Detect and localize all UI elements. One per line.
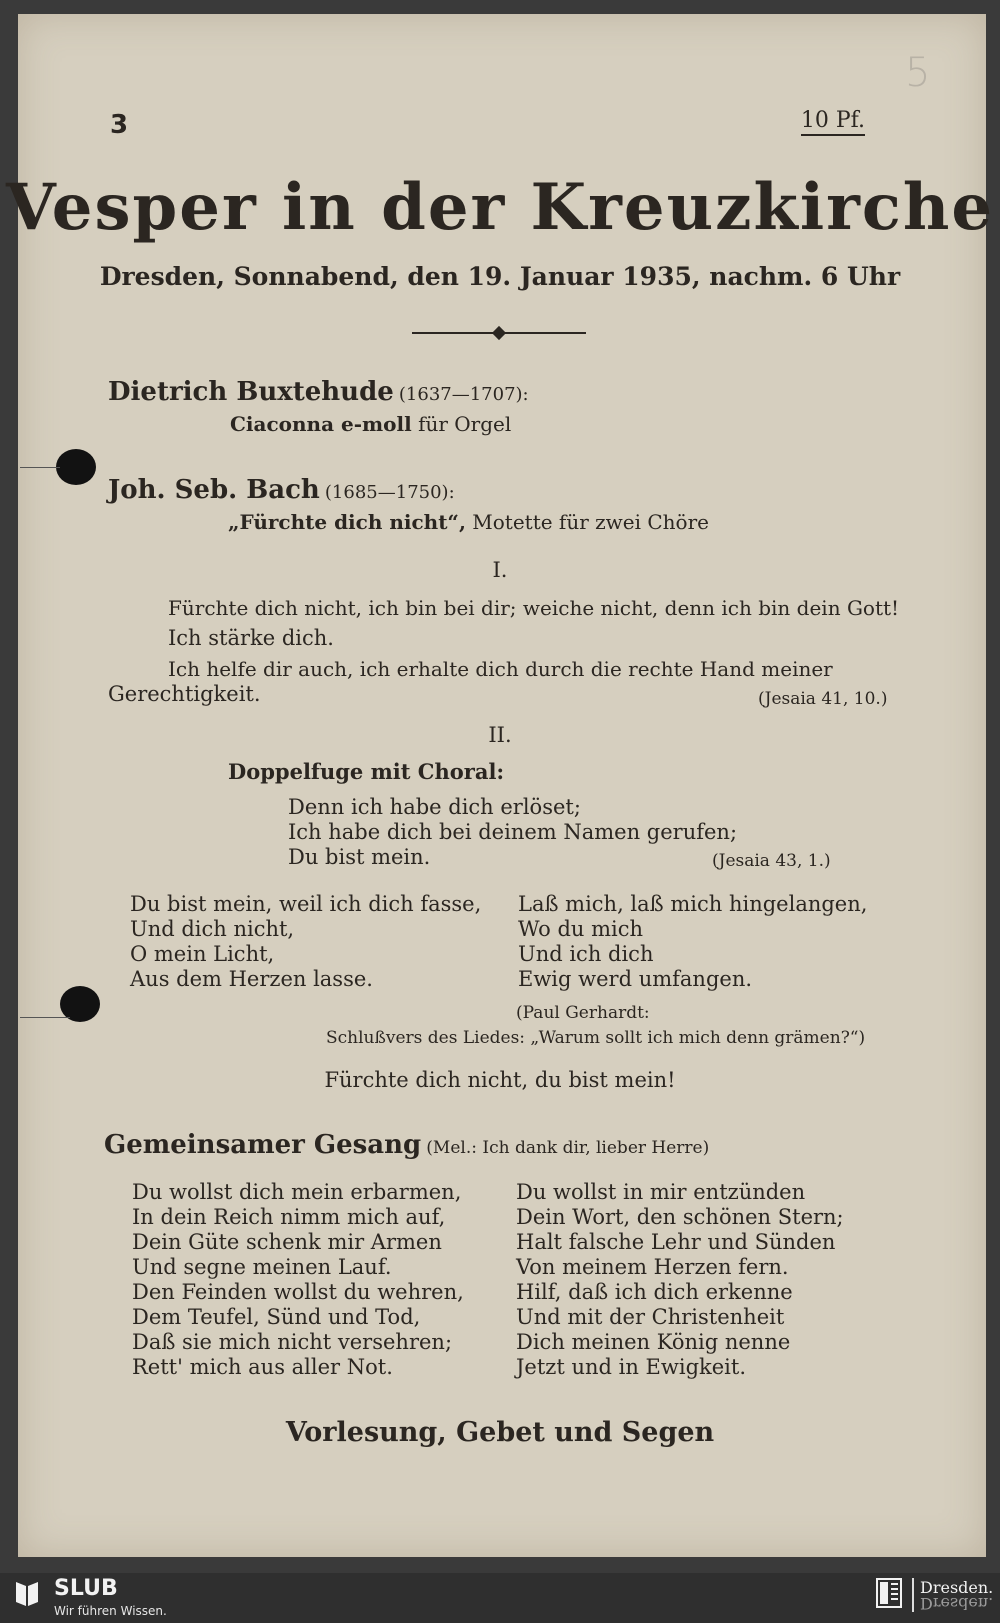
slub-book-icon[interactable] bbox=[14, 1578, 40, 1608]
attribution: Schlußvers des Liedes: „Warum sollt ich mich denn grämen?“) bbox=[326, 1028, 866, 1048]
work-title: Ciaconna e-moll bbox=[230, 412, 412, 436]
composer-dates: (1637—1707): bbox=[398, 384, 529, 405]
program-item-buxtehude bbox=[108, 377, 529, 407]
work-description: Motette für zwei Chöre bbox=[472, 510, 709, 534]
logo-separator bbox=[912, 1578, 914, 1612]
hymn-line: Rett' mich aus aller Not. bbox=[132, 1355, 393, 1379]
choral-line: O mein Licht, bbox=[130, 942, 275, 966]
section-numeral-2: II. bbox=[488, 723, 512, 747]
hymn-line: Jetzt und in Ewigkeit. bbox=[516, 1355, 746, 1379]
text-line: Ich stärke dich. bbox=[168, 626, 334, 650]
hymn-header bbox=[104, 1130, 709, 1160]
work-title: „Fürchte dich nicht“, bbox=[228, 510, 466, 534]
text-line: Ich helfe dir auch, ich erhalte dich durch die rechte Hand meiner bbox=[168, 657, 833, 681]
scripture-reference: (Jesaia 43, 1.) bbox=[712, 851, 831, 871]
page-title: Vesper in der Kreuzkirche bbox=[5, 170, 995, 245]
punch-hole-mark bbox=[20, 1017, 70, 1018]
work-title-ciaconna bbox=[230, 412, 511, 436]
hymn-line: Von meinem Herzen fern. bbox=[516, 1255, 789, 1279]
text-line: Fürchte dich nicht, ich bin bei dir; weiche nicht, denn ich bin dein Gott! bbox=[168, 596, 900, 620]
hymn-line: Halt falsche Lehr und Sünden bbox=[516, 1230, 836, 1254]
attribution: (Paul Gerhardt: bbox=[516, 1003, 650, 1023]
composer-name: Dietrich Buxtehude bbox=[108, 377, 394, 407]
text-line: Ich habe dich bei deinem Namen gerufen; bbox=[288, 820, 738, 844]
work-title-motette bbox=[228, 510, 709, 534]
work-instrument: für Orgel bbox=[418, 412, 512, 436]
slub-tagline: Wir führen Wissen. bbox=[54, 1604, 167, 1618]
hymn-heading: Gemeinsamer Gesang bbox=[104, 1130, 422, 1160]
scripture-reference: (Jesaia 41, 10.) bbox=[758, 689, 888, 709]
choral-line: Laß mich, laß mich hingelangen, bbox=[518, 892, 868, 916]
choral-line: Ewig werd umfangen. bbox=[518, 967, 753, 991]
hymn-line: Hilf, daß ich dich erkenne bbox=[516, 1280, 793, 1304]
pencil-annotation: 5 bbox=[905, 50, 931, 96]
hymn-line: Dein Güte schenk mir Armen bbox=[132, 1230, 442, 1254]
closing-line: Fürchte dich nicht, du bist mein! bbox=[324, 1068, 676, 1092]
text-line: Du bist mein. bbox=[288, 845, 431, 869]
dresden-crest-icon[interactable] bbox=[876, 1578, 902, 1608]
choral-line: Aus dem Herzen lasse. bbox=[130, 967, 373, 991]
punch-hole bbox=[56, 449, 96, 485]
footer-text: Vorlesung, Gebet und Segen bbox=[285, 1417, 715, 1448]
hymn-melody: (Mel.: Ich dank dir, lieber Herre) bbox=[426, 1138, 710, 1158]
hymn-line: Dem Teufel, Sünd und Tod, bbox=[132, 1305, 421, 1329]
dresden-logo-text[interactable]: Dresden. bbox=[920, 1578, 994, 1597]
text-line: Gerechtigkeit. bbox=[108, 682, 261, 706]
choral-line: Und dich nicht, bbox=[130, 917, 295, 941]
hymn-line: Du wollst dich mein erbarmen, bbox=[132, 1180, 462, 1204]
price-label: 10 Pf. bbox=[801, 108, 865, 136]
section-numeral-1: I. bbox=[492, 558, 508, 582]
choral-line: Du bist mein, weil ich dich fasse, bbox=[130, 892, 482, 916]
dresden-logo-reflection: Dresden. bbox=[920, 1594, 994, 1613]
hymn-line: Und segne meinen Lauf. bbox=[132, 1255, 392, 1279]
hymn-line: In dein Reich nimm mich auf, bbox=[132, 1205, 446, 1229]
section-heading: Doppelfuge mit Choral: bbox=[228, 759, 505, 784]
hymn-line: Dich meinen König nenne bbox=[516, 1330, 791, 1354]
hymn-line: Daß sie mich nicht versehren; bbox=[132, 1330, 453, 1354]
choral-line: Und ich dich bbox=[518, 942, 654, 966]
hymn-line: Und mit der Christenheit bbox=[516, 1305, 785, 1329]
composer-dates: (1685—1750): bbox=[324, 482, 455, 503]
punch-hole-mark bbox=[20, 467, 60, 468]
slub-logo-text[interactable]: SLUB bbox=[54, 1576, 118, 1601]
program-item-bach bbox=[108, 475, 455, 505]
text-line: Denn ich habe dich erlöset; bbox=[288, 795, 581, 819]
hymn-line: Den Feinden wollst du wehren, bbox=[132, 1280, 464, 1304]
choral-line: Wo du mich bbox=[518, 917, 644, 941]
hymn-line: Du wollst in mir entzünden bbox=[516, 1180, 806, 1204]
hymn-line: Dein Wort, den schönen Stern; bbox=[516, 1205, 844, 1229]
page-subtitle: Dresden, Sonnabend, den 19. Januar 1935, nachm. 6 Uhr bbox=[99, 262, 901, 291]
program-number: 3 bbox=[110, 110, 129, 140]
composer-name: Joh. Seb. Bach bbox=[108, 475, 320, 505]
